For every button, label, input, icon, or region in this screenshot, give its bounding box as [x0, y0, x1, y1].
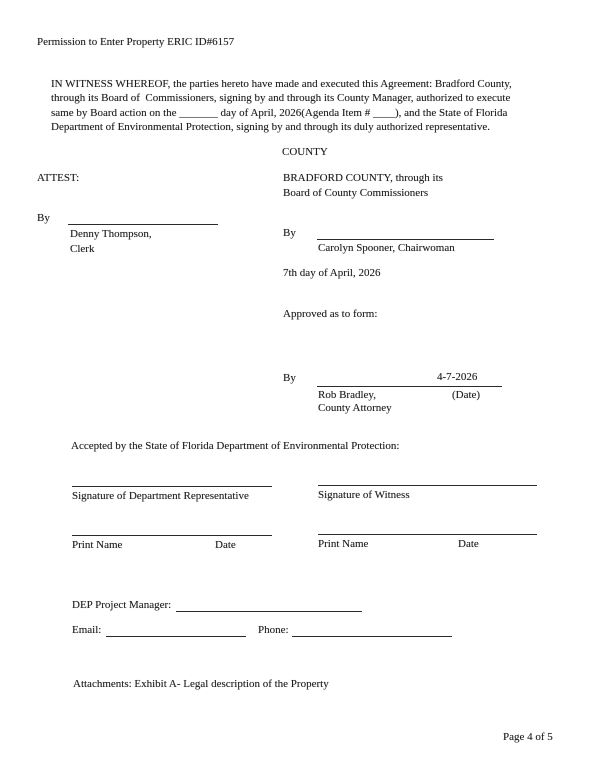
clerk-by-label: By: [37, 212, 50, 224]
rep-signature-label: Signature of Department Representative: [72, 490, 249, 502]
project-manager-label: DEP Project Manager:: [72, 599, 172, 611]
witness-paragraph-line: same by Board action on the _______ day of April, 2026(Agenda Item # ____), and the State of Florida: [51, 106, 508, 119]
rep-print-name-line: [72, 535, 272, 536]
witness-print-name-line: [318, 534, 537, 535]
witness-paragraph-line: IN WITNESS WHEREOF, the parties hereto have made and executed this Agreement: Bradford County,: [51, 78, 512, 90]
witness-paragraph-line: through its Board of Commissioners, signing by and through its County Manager, authorized to execute: [51, 92, 511, 105]
attorney-title: County Attorney: [318, 402, 392, 414]
clerk-name: Denny Thompson,: [70, 228, 152, 240]
witness-paragraph-line: Department of Environmental Protection, signing by and through its duly authorized representative.: [51, 121, 490, 134]
approval-heading: Approved as to form:: [283, 308, 378, 320]
acceptance-heading: Accepted by the State of Florida Department of Environmental Protection:: [71, 440, 400, 452]
attorney-date-label: (Date): [452, 389, 481, 401]
chair-signature-line: [317, 239, 494, 240]
attorney-by-label: By: [283, 372, 296, 384]
county-name-line1: BRADFORD COUNTY, through its: [283, 172, 443, 184]
rep-print-name-label: Print Name: [72, 539, 123, 551]
witness-signature-label: Signature of Witness: [318, 489, 410, 501]
county-name-line2: Board of County Commissioners: [283, 187, 429, 199]
chair-by-label: By: [283, 227, 296, 239]
attorney-name: Rob Bradley,: [318, 389, 376, 401]
witness-signature-line: [318, 485, 537, 486]
project-manager-line: [176, 611, 362, 612]
witness-date-label: Date: [458, 538, 479, 550]
phone-line: [292, 636, 452, 637]
document-header: Permission to Enter Property ERIC ID#6157: [37, 36, 235, 48]
county-heading: COUNTY: [282, 146, 328, 158]
phone-label: Phone:: [258, 624, 289, 636]
execution-date: 7th day of April, 2026: [283, 267, 381, 279]
attorney-signature-line: [317, 386, 502, 387]
attest-label: ATTEST:: [37, 172, 80, 184]
rep-signature-line: [72, 486, 272, 487]
witness-paragraph: [51, 77, 512, 135]
attorney-signed-date: 4-7-2026: [437, 371, 478, 383]
clerk-title: Clerk: [70, 243, 95, 255]
email-label: Email:: [72, 624, 102, 636]
page-number: Page 4 of 5: [503, 731, 553, 743]
rep-date-label: Date: [215, 539, 236, 551]
attachments-note: Attachments: Exhibit A- Legal description of the Property: [73, 678, 329, 690]
chair-name: Carolyn Spooner, Chairwoman: [318, 242, 455, 254]
clerk-signature-line: [68, 224, 218, 225]
witness-print-name-label: Print Name: [318, 538, 369, 550]
email-line: [106, 636, 246, 637]
